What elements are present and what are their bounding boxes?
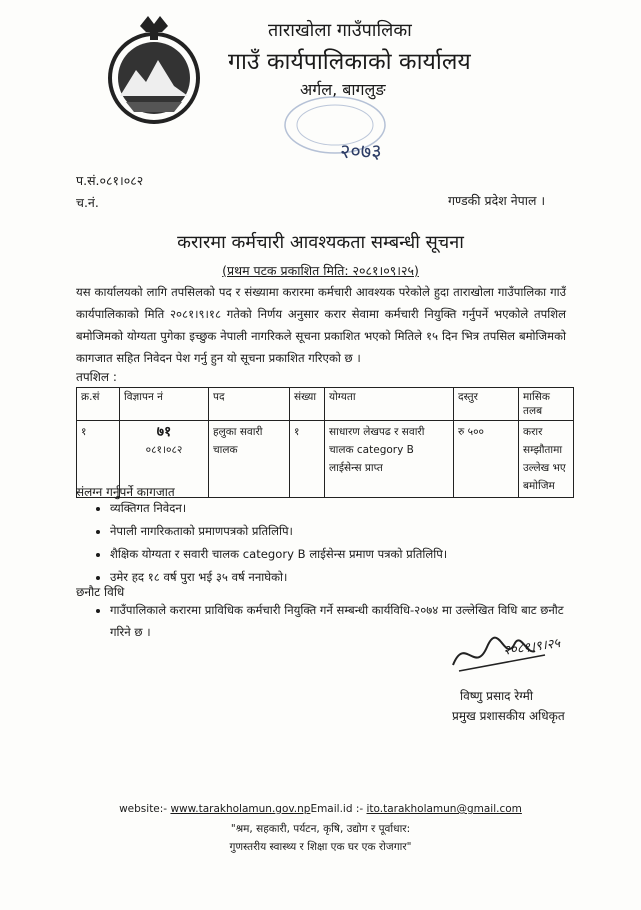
office-name: गाउँ कार्यपालिकाको कार्यालय <box>228 49 471 75</box>
municipality-emblem <box>104 16 204 128</box>
list-item: • शैक्षिक योग्यता र सवारी चालक category B लाईसेन्स प्रमाण पत्रको प्रतिलिपि। <box>110 543 590 566</box>
cell-qualification: साधारण लेखपढ र सवारी चालक category B लाईसेन्स प्राप्त <box>325 421 454 498</box>
ad-no-printed: ०८१।०८२ <box>145 444 183 456</box>
details-label: तपशिल : <box>76 370 117 384</box>
list-item: • व्यक्तिगत निवेदन। <box>110 497 590 520</box>
office-stamp <box>270 95 420 170</box>
vacancy-table <box>76 387 574 498</box>
cell-post: हलुका सवारी चालक <box>209 421 290 498</box>
reference-cn: च.नं. <box>76 195 99 210</box>
col-qualification: योग्यता <box>325 388 454 421</box>
col-sn: क्र.सं <box>77 388 120 421</box>
col-fee: दस्तुर <box>454 388 519 421</box>
col-salary: मासिक तलब <box>519 388 574 421</box>
signer-designation: प्रमुख प्रशासकीय अधिकृत <box>452 709 565 723</box>
documents-list <box>76 497 590 589</box>
documents-heading: संलग्न गर्नुपर्ने कागजात <box>76 485 175 499</box>
signer-block <box>452 686 565 726</box>
email-label: Email.id :- <box>310 803 364 815</box>
website-link[interactable]: www.tarakholamun.gov.np <box>170 803 311 815</box>
province-name: गण्डकी प्रदेश नेपाल । <box>448 193 546 208</box>
footer-motto <box>0 820 641 856</box>
email-link[interactable]: ito.tarakholamun@gmail.com <box>366 803 522 815</box>
website-label: website:- <box>119 803 168 815</box>
table-header-row <box>77 388 574 421</box>
cell-salary: करार सम्झौतामा उल्लेख भए बमोजिम <box>519 421 574 498</box>
signer-name: विष्णु प्रसाद रेग्मी <box>460 689 533 703</box>
municipality-name: ताराखोला गाउँपालिका <box>268 20 412 41</box>
signature <box>445 625 595 680</box>
col-ad-no: विज्ञापन नं <box>120 388 209 421</box>
stamp-year: २०७३ <box>340 139 382 163</box>
col-count: संख्या <box>290 388 325 421</box>
office-address: अर्गल, बागलुङ <box>300 80 386 99</box>
selection-heading: छनौट विधि <box>76 585 125 599</box>
reference-ps: प.सं.०८१।०८२ <box>76 173 144 188</box>
cell-fee: रु ५०० <box>454 421 519 498</box>
notice-title: करारमा कर्मचारी आवश्यकता सम्बन्धी सूचना <box>177 232 464 253</box>
footer-contact <box>0 803 641 815</box>
col-post: पद <box>209 388 290 421</box>
cell-count: १ <box>290 421 325 498</box>
publish-date: (प्रथम पटक प्रकाशित मिति: २०८१।०९।२५) <box>222 263 419 278</box>
list-item: • उमेर हद १८ वर्ष पुरा भई ३५ वर्ष ननाघेको। <box>110 566 590 589</box>
reference-block <box>76 170 143 214</box>
motto-line-1: "श्रम, सहकारी, पर्यटन, कृषि, उद्योग र पूर्वाधार: <box>230 823 411 835</box>
list-item: • नेपाली नागरिकताको प्रमाणपत्रको प्रतिलिपि। <box>110 520 590 543</box>
notice-subtitle <box>0 262 641 279</box>
notice-body: यस कार्यालयको लागि तपसिलको पद र संख्यामा करारमा कर्मचारी आवश्यक परेकोले हुदा ताराखोला गाउँपालिका गाउँ कार्यपालिकाको मिति २०८१।९।१८ गतेको निर्णय अनुसार करार सेवामा कर्मचारी नियुक्ति गर्नुपर्ने भएकोले तपशिल बमोजिमको योग्यता पुगेका इच्छुक नेपाली नागरिकले सूचना प्रकाशित भएको मितिले १५ दिन भित्र तपसिल बमोजिमको कागजात सहित निवेदन पेश गर्नु हुन यो सूचना प्रकाशित गरिएको छ । <box>76 285 566 365</box>
cell-sn: १ <box>77 421 120 498</box>
ad-no-handwritten: ७१ <box>156 424 172 440</box>
signature-date: २०८१।९।२५ <box>502 636 562 659</box>
list-item: • गाउँपालिकाले करारमा प्राविधिक कर्मचारी नियुक्ति गर्ने सम्बन्धी कार्यविधि-२०७४ मा उल्लेखित विधि बाट छनौट गरिने छ । <box>110 599 580 643</box>
motto-line-2: गुणस्तरीय स्वास्थ्य र शिक्षा एक घर एक रोजगार" <box>229 841 412 853</box>
